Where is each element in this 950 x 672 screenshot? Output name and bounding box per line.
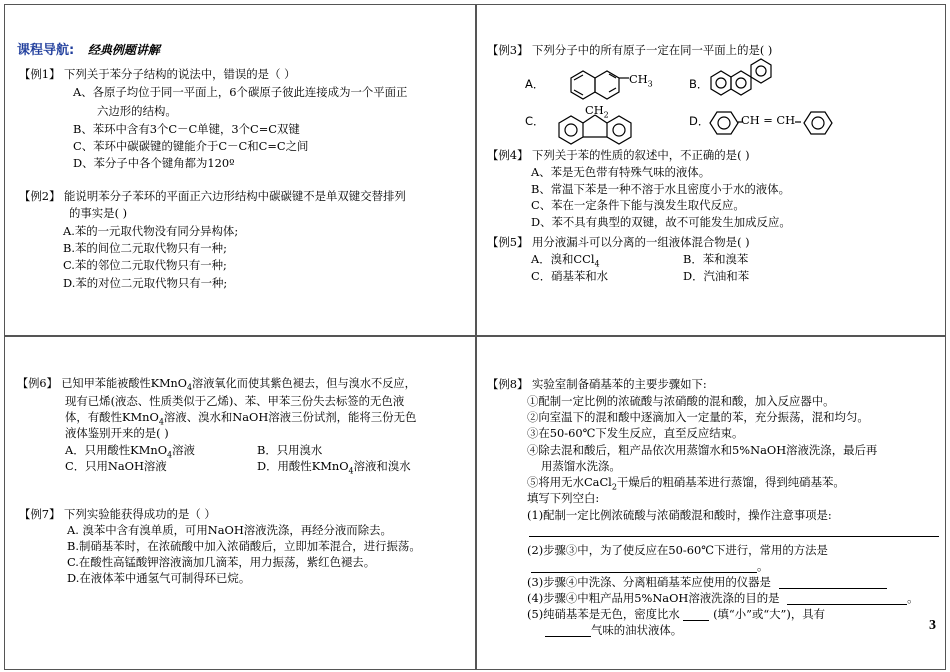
panel-top-left	[4, 4, 476, 336]
q7-option-d: D.在液体苯中通氢气可制得环已烷。	[67, 571, 251, 585]
answer-line-5[interactable]	[683, 608, 709, 621]
q5-option-b: B．苯和溴苯	[683, 252, 749, 266]
q8-part-5-b: (填“小”或“大”)，具有	[713, 607, 825, 621]
q6-option-d-text: D．用酸性KMnO	[257, 459, 349, 473]
q8-part-5-cont	[545, 623, 682, 637]
q3-option-b-label: B．	[689, 77, 709, 91]
q1-option-a-cont: 六边形的结构。	[97, 104, 177, 118]
q8-step-4-cont: 用蒸馏水洗涤。	[541, 459, 621, 473]
methylene-subscript: 2	[603, 110, 609, 120]
q5-option-a-text: A．溴和CCl	[531, 252, 595, 266]
q6-option-a-text: A．只用酸性KMnO	[65, 443, 168, 457]
nav-line	[17, 43, 160, 58]
q4-option-c: C、苯在一定条件下能与溴发生取代反应。	[531, 198, 745, 212]
panel-top-right	[476, 4, 946, 336]
q8-part-5-a: (5)纯硝基苯是无色，密度比水	[527, 607, 680, 621]
q6-option-a-tail: 溶液	[172, 443, 195, 457]
q6-line-2: 现有已烯(液态、性质类似于乙烯)、苯、甲苯三份失去标签的无色液	[65, 394, 405, 408]
q8-part-3-text: (3)步骤④中洗涤、分离粗硝基苯应使用的仪器是	[527, 575, 771, 589]
panel-bottom-right	[476, 336, 946, 670]
q6-line-4: 液体鉴别开来的是( )	[65, 426, 169, 440]
q3-option-d-group: CH = CH	[741, 113, 796, 127]
q4-head: 【例4】 下列关于苯的性质的叙述中，不正确的是( )	[487, 148, 750, 162]
answer-line-1[interactable]	[529, 536, 939, 537]
q8-step-5-b: 干燥后的粗硝基苯进行蒸馏，得到纯硝基苯。	[616, 475, 845, 489]
q6-option-a-sub: 4	[167, 450, 173, 460]
period-2: 。	[907, 591, 919, 605]
q7-option-a: A. 溴苯中含有溴单质，可用NaOH溶液洗涤，再经分液而除去。	[67, 523, 392, 537]
q8-part-2: (2)步骤③中，为了使反应在50-60℃下进行，常用的方法是	[527, 543, 828, 557]
q8-step-3: ③在50-60℃下发生反应，直至反应结束。	[527, 426, 744, 440]
q1-head: 【例1】 下列关于苯分子结构的说法中，错误的是（ ）	[19, 67, 296, 81]
q6-option-d-tail: 溶液和溴水	[353, 459, 411, 473]
q6-line-3-b: 溶液、溴水和NaOH溶液三份试剂，能将三份无色	[163, 410, 417, 424]
q7-option-b: B.制硝基苯时，在浓硫酸中加入浓硝酸后，立即加苯混合，进行振荡。	[67, 539, 421, 553]
q1-option-c: C、苯环中碳碳键的键能介于C－C和C=C之间	[73, 139, 309, 153]
q7-head: 【例7】 下列实验能获得成功的是（ ）	[19, 507, 216, 521]
q6-line-1-sub: 4	[186, 383, 193, 393]
q8-head: 【例8】 实验室制备硝基苯的主要步骤如下:	[487, 377, 707, 391]
q4-option-a: A、苯是无色带有特殊气味的液体。	[531, 165, 711, 179]
q5-option-a-subscript: 4	[594, 259, 600, 269]
q6-option-d-sub: 4	[348, 466, 354, 476]
phenanthrene-structure	[711, 57, 781, 107]
methyl-subscript: 3	[647, 79, 653, 89]
q8-step-4: ④除去混和酸后，粗产品依次用蒸馏水和5%NaOH溶液洗涤，最后再	[527, 443, 878, 457]
q8-part-5-c: 气味的油状液体。	[591, 623, 683, 637]
q8-step-5-sub: 2	[611, 482, 617, 492]
q2-option-a: A.苯的一元取代物没有同分异构体;	[63, 224, 239, 238]
q6-line-1-a: 【例6】 已知甲苯能被酸性KMnO	[17, 377, 187, 390]
q6-option-b: B．只用溴水	[257, 443, 323, 457]
q3-head: 【例3】 下列分子中的所有原子一定在同一平面上的是( )	[487, 43, 773, 57]
q1-option-a: A、各原子均位于同一平面上，6个碳原子彼此连接成为一个平面正	[73, 85, 408, 99]
benzene-ring-right	[801, 109, 835, 139]
q4-option-b: B、常温下苯是一种不溶于水且密度小于水的液体。	[531, 182, 790, 196]
q2-head-cont: 的事实是( )	[69, 206, 128, 220]
q2-option-c: C.苯的邻位二元取代物只有一种;	[63, 258, 227, 272]
q6-option-d	[257, 459, 411, 478]
answer-line-6[interactable]	[545, 624, 591, 637]
q2-option-b: B.苯的间位二元取代物只有一种;	[63, 241, 227, 255]
q6-line-1-b: 溶液氧化而使其紫色褪去，但与溴水不反应，	[192, 377, 416, 390]
q6-option-c: C．只用NaOH溶液	[65, 459, 167, 473]
q3-option-c-label: C．	[525, 114, 545, 128]
methyl-text: CH	[629, 72, 648, 86]
q3-option-d-label: D．	[689, 114, 710, 128]
nav-title: 课程导航:	[17, 43, 75, 58]
q4-option-d: D、苯不具有典型的双键，故不可能发生加成反应。	[531, 215, 791, 229]
q5-option-c: C．硝基苯和水	[531, 269, 609, 283]
answer-line-2[interactable]	[531, 560, 757, 573]
q6-line-1	[17, 377, 416, 395]
q8-step-5-a: ⑤将用无水CaCl	[527, 475, 612, 489]
q3-option-a-label: A．	[525, 77, 545, 91]
q2-option-d: D.苯的对位二元取代物只有一种;	[63, 276, 228, 290]
q3-option-a-group	[629, 72, 653, 91]
q8-part-1: (1)配制一定比例浓硫酸与浓硝酸混和酸时，操作注意事项是:	[527, 508, 832, 522]
page-number: 3	[929, 618, 936, 633]
q5-option-d: D．汽油和苯	[683, 269, 750, 283]
panel-bottom-left	[4, 336, 476, 670]
q8-part-3	[527, 575, 887, 589]
vinyl-bonds	[735, 118, 805, 126]
methylene-text: CH	[585, 103, 604, 117]
fluorene-structure	[555, 113, 645, 149]
q8-fill-label: 填写下列空白:	[527, 491, 600, 505]
q8-step-2: ②向室温下的混和酸中逐滴加入一定量的苯，充分振荡，混和均匀。	[527, 410, 869, 424]
period-1: 。	[757, 559, 769, 573]
q6-line-3-sub: 4	[158, 417, 164, 427]
q8-part-2-answer	[531, 559, 768, 573]
q8-part-4	[527, 591, 919, 605]
nav-subtitle: 经典例题讲解	[87, 43, 160, 57]
q8-step-1: ①配制一定比例的浓硫酸与浓硝酸的混和酸，加入反应器中。	[527, 394, 835, 408]
q6-line-3-a: 体，有酸性KMnO	[65, 410, 159, 424]
q8-part-5	[527, 607, 825, 621]
answer-line-3[interactable]	[779, 576, 887, 589]
q1-option-d: D、苯分子中各个键角都为120º	[73, 156, 235, 170]
answer-line-4[interactable]	[787, 592, 907, 605]
q8-part-4-text: (4)步骤④中粗产品用5%NaOH溶液洗涤的目的是	[527, 591, 780, 605]
q7-option-c: C.在酸性高锰酸钾溶液滴加几滴苯，用力振荡，紫红色褪去。	[67, 555, 376, 569]
q1-option-b: B、苯环中含有3个C－C单键，3个C=C双键	[73, 122, 300, 136]
q5-head: 【例5】 用分液漏斗可以分离的一组液体混合物是( )	[487, 235, 750, 249]
q2-head: 【例2】 能说明苯分子苯环的平面正六边形结构中碳碳键不是单双键交替排列	[19, 189, 406, 203]
